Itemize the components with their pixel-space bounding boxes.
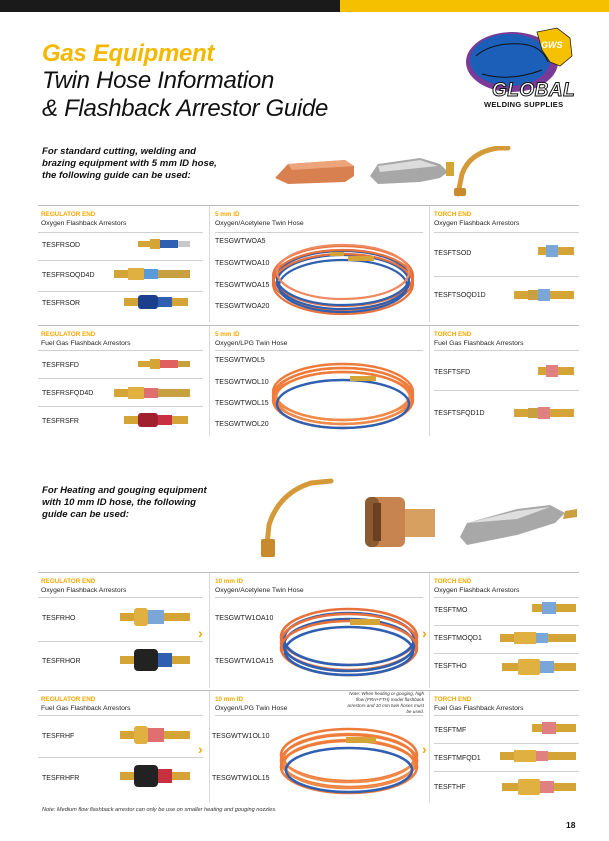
code-item: TESGWTWOA15	[215, 282, 270, 289]
code-item: TESFRSFD	[42, 362, 79, 369]
code-item: TESGWTWOL10	[215, 379, 269, 386]
hose-sub: Oxygen/LPG Twin Hose	[215, 705, 288, 712]
code-item: TESFRSOR	[42, 300, 81, 307]
torch-end-sub: Oxygen Flashback Arrestors	[434, 587, 520, 594]
arrestor-image	[532, 721, 576, 735]
arrestor-image	[120, 723, 190, 747]
reg-end-heading: REGULATOR END	[41, 696, 96, 703]
intro-1-line-1: For standard cutting, welding and	[42, 146, 197, 157]
intro-1-line-2: brazing equipment with 5 mm ID hose,	[42, 158, 217, 169]
arrestor-image	[120, 763, 190, 789]
torch-end-heading: TORCH END	[434, 211, 472, 218]
arrestor-image	[514, 406, 574, 420]
chevron-right-icon: ›	[422, 741, 427, 757]
reg-end-sub: Oxygen Flashback Arrestors	[41, 220, 127, 227]
arrestor-image	[114, 267, 190, 281]
torch-end-heading: TORCH END	[434, 578, 472, 585]
arrestor-image	[538, 364, 574, 378]
arrestor-image	[120, 605, 190, 629]
hose-heading: 10 mm ID	[215, 696, 243, 703]
code-item: TESFRHO	[42, 615, 76, 622]
hose-heading: 5 mm ID	[215, 331, 240, 338]
code-item: TESFRHF	[42, 733, 75, 740]
side-note-line: Note: When heating or gouging, high	[349, 691, 424, 696]
block-oxy-lpg-10mm	[38, 690, 579, 802]
cutting-equipment-image	[270, 146, 570, 200]
hose-sub: Oxygen/LPG Twin Hose	[215, 340, 288, 347]
block-oxy-acetylene-10mm	[38, 572, 579, 687]
code-item: TESFTMF	[434, 727, 467, 734]
arrestor-image	[138, 238, 190, 250]
intro-2-line-2: with 10 mm ID hose, the following	[42, 497, 197, 508]
arrestor-image	[532, 601, 576, 615]
code-item: TESGWTWOA20	[215, 303, 270, 310]
code-item: TESGWTW1OL10	[212, 733, 270, 740]
code-item: TESFTHF	[434, 784, 466, 791]
reg-end-heading: REGULATOR END	[41, 331, 96, 338]
logo-sub: WELDING SUPPLIES	[484, 100, 564, 109]
torch-end-sub: Fuel Gas Flashback Arrestors	[434, 340, 524, 347]
reg-end-sub: Oxygen Flashback Arrestors	[41, 587, 127, 594]
footer-note: Note: Medium flow flashback arrestor can only be use on smaller heating and gouging nozzles.	[42, 807, 277, 813]
intro-text-2	[42, 485, 207, 521]
code-item: TESGWTWOL15	[215, 400, 269, 407]
intro-text-1	[42, 146, 217, 182]
code-item: TESFRSOQD4D	[42, 272, 95, 279]
reg-end-heading: REGULATOR END	[41, 211, 96, 218]
code-item: TESFTMO	[434, 607, 468, 614]
code-item: TESGWTWOA10	[215, 260, 270, 267]
hose-sub: Oxygen/Acetylene Twin Hose	[215, 220, 304, 227]
arrestor-image	[124, 412, 188, 428]
code-item: TESFRHFR	[42, 775, 80, 782]
chevron-right-icon: ›	[198, 625, 203, 641]
code-item: TESFRHOR	[42, 658, 81, 665]
reg-end-sub: Fuel Gas Flashback Arrestors	[41, 340, 131, 347]
twin-hose-image	[276, 601, 422, 679]
title-line-3: & Flashback Arrestor Guide	[42, 95, 329, 122]
torch-end-heading: TORCH END	[434, 696, 472, 703]
logo-text: GLOBAL	[492, 80, 576, 101]
code-item: TESGWTW1OL15	[212, 775, 270, 782]
code-item: TESGWTW1OA15	[215, 658, 274, 665]
code-item: TESGWTWOA5	[215, 238, 266, 245]
logo-badge: GWS	[541, 40, 563, 50]
arrestor-image	[138, 358, 190, 370]
block-oxy-lpg-5mm	[38, 325, 579, 435]
code-item: TESFTMOQD1	[434, 635, 482, 642]
side-note	[324, 691, 424, 715]
code-item: TESFRSFQD4D	[42, 390, 94, 397]
global-logo	[462, 22, 582, 114]
twin-hose-image	[276, 721, 422, 797]
code-item: TESFTSFQD1D	[434, 410, 485, 417]
arrestor-image	[500, 749, 576, 763]
arrestor-image	[124, 294, 188, 310]
arrestor-image	[502, 777, 576, 797]
intro-1-line-3: the following guide can be used:	[42, 170, 191, 181]
chevron-right-icon: ›	[198, 741, 203, 757]
twin-hose-image	[268, 234, 418, 318]
code-item: TESFTSOQD1D	[434, 292, 486, 299]
code-item: TESGWTWOL20	[215, 421, 269, 428]
reg-end-heading: REGULATOR END	[41, 578, 96, 585]
code-item: TESFTSOD	[434, 250, 472, 257]
title-line-2: Twin Hose Information	[42, 67, 275, 94]
chevron-right-icon: ›	[422, 625, 427, 641]
code-item: TESFRSFR	[42, 418, 79, 425]
arrestor-image	[502, 657, 576, 677]
torch-end-heading: TORCH END	[434, 331, 472, 338]
arrestor-image	[114, 386, 190, 400]
top-bar-yellow	[340, 0, 609, 12]
reg-end-sub: Fuel Gas Flashback Arrestors	[41, 705, 131, 712]
block-oxy-acetylene-5mm	[38, 205, 579, 321]
hose-sub: Oxygen/Acetylene Twin Hose	[215, 587, 304, 594]
arrestor-image	[538, 244, 574, 258]
arrestor-image	[500, 631, 576, 645]
code-item: TESFTSFD	[434, 369, 471, 376]
torch-end-sub: Oxygen Flashback Arrestors	[434, 220, 520, 227]
top-bar-black	[0, 0, 340, 12]
top-bar	[0, 0, 609, 12]
twin-hose-image	[268, 354, 418, 434]
arrestor-image	[514, 288, 574, 302]
code-item: TESGWTWOL5	[215, 357, 265, 364]
title-accent: Gas Equipment	[42, 40, 215, 67]
arrestor-image	[120, 647, 190, 673]
intro-2-line-1: For Heating and gouging equipment	[42, 485, 207, 496]
side-note-line: arrestors and 10 mm twin hoses must	[347, 703, 424, 708]
side-note-line: be used.	[406, 709, 424, 714]
heating-equipment-image	[255, 475, 585, 565]
page-number: 18	[566, 820, 576, 830]
hose-heading: 10 mm ID	[215, 578, 243, 585]
side-note-line: flow (FRH+FTH) model flashback	[355, 697, 424, 702]
code-item: TESFTHO	[434, 663, 467, 670]
intro-2-line-3: guide can be used:	[42, 509, 129, 520]
code-item: TESGWTW1OA10	[215, 615, 274, 622]
code-item: TESFTMFQD1	[434, 755, 481, 762]
code-item: TESFRSOD	[42, 242, 81, 249]
hose-heading: 5 mm ID	[215, 211, 240, 218]
torch-end-sub: Fuel Gas Flashback Arrestors	[434, 705, 524, 712]
